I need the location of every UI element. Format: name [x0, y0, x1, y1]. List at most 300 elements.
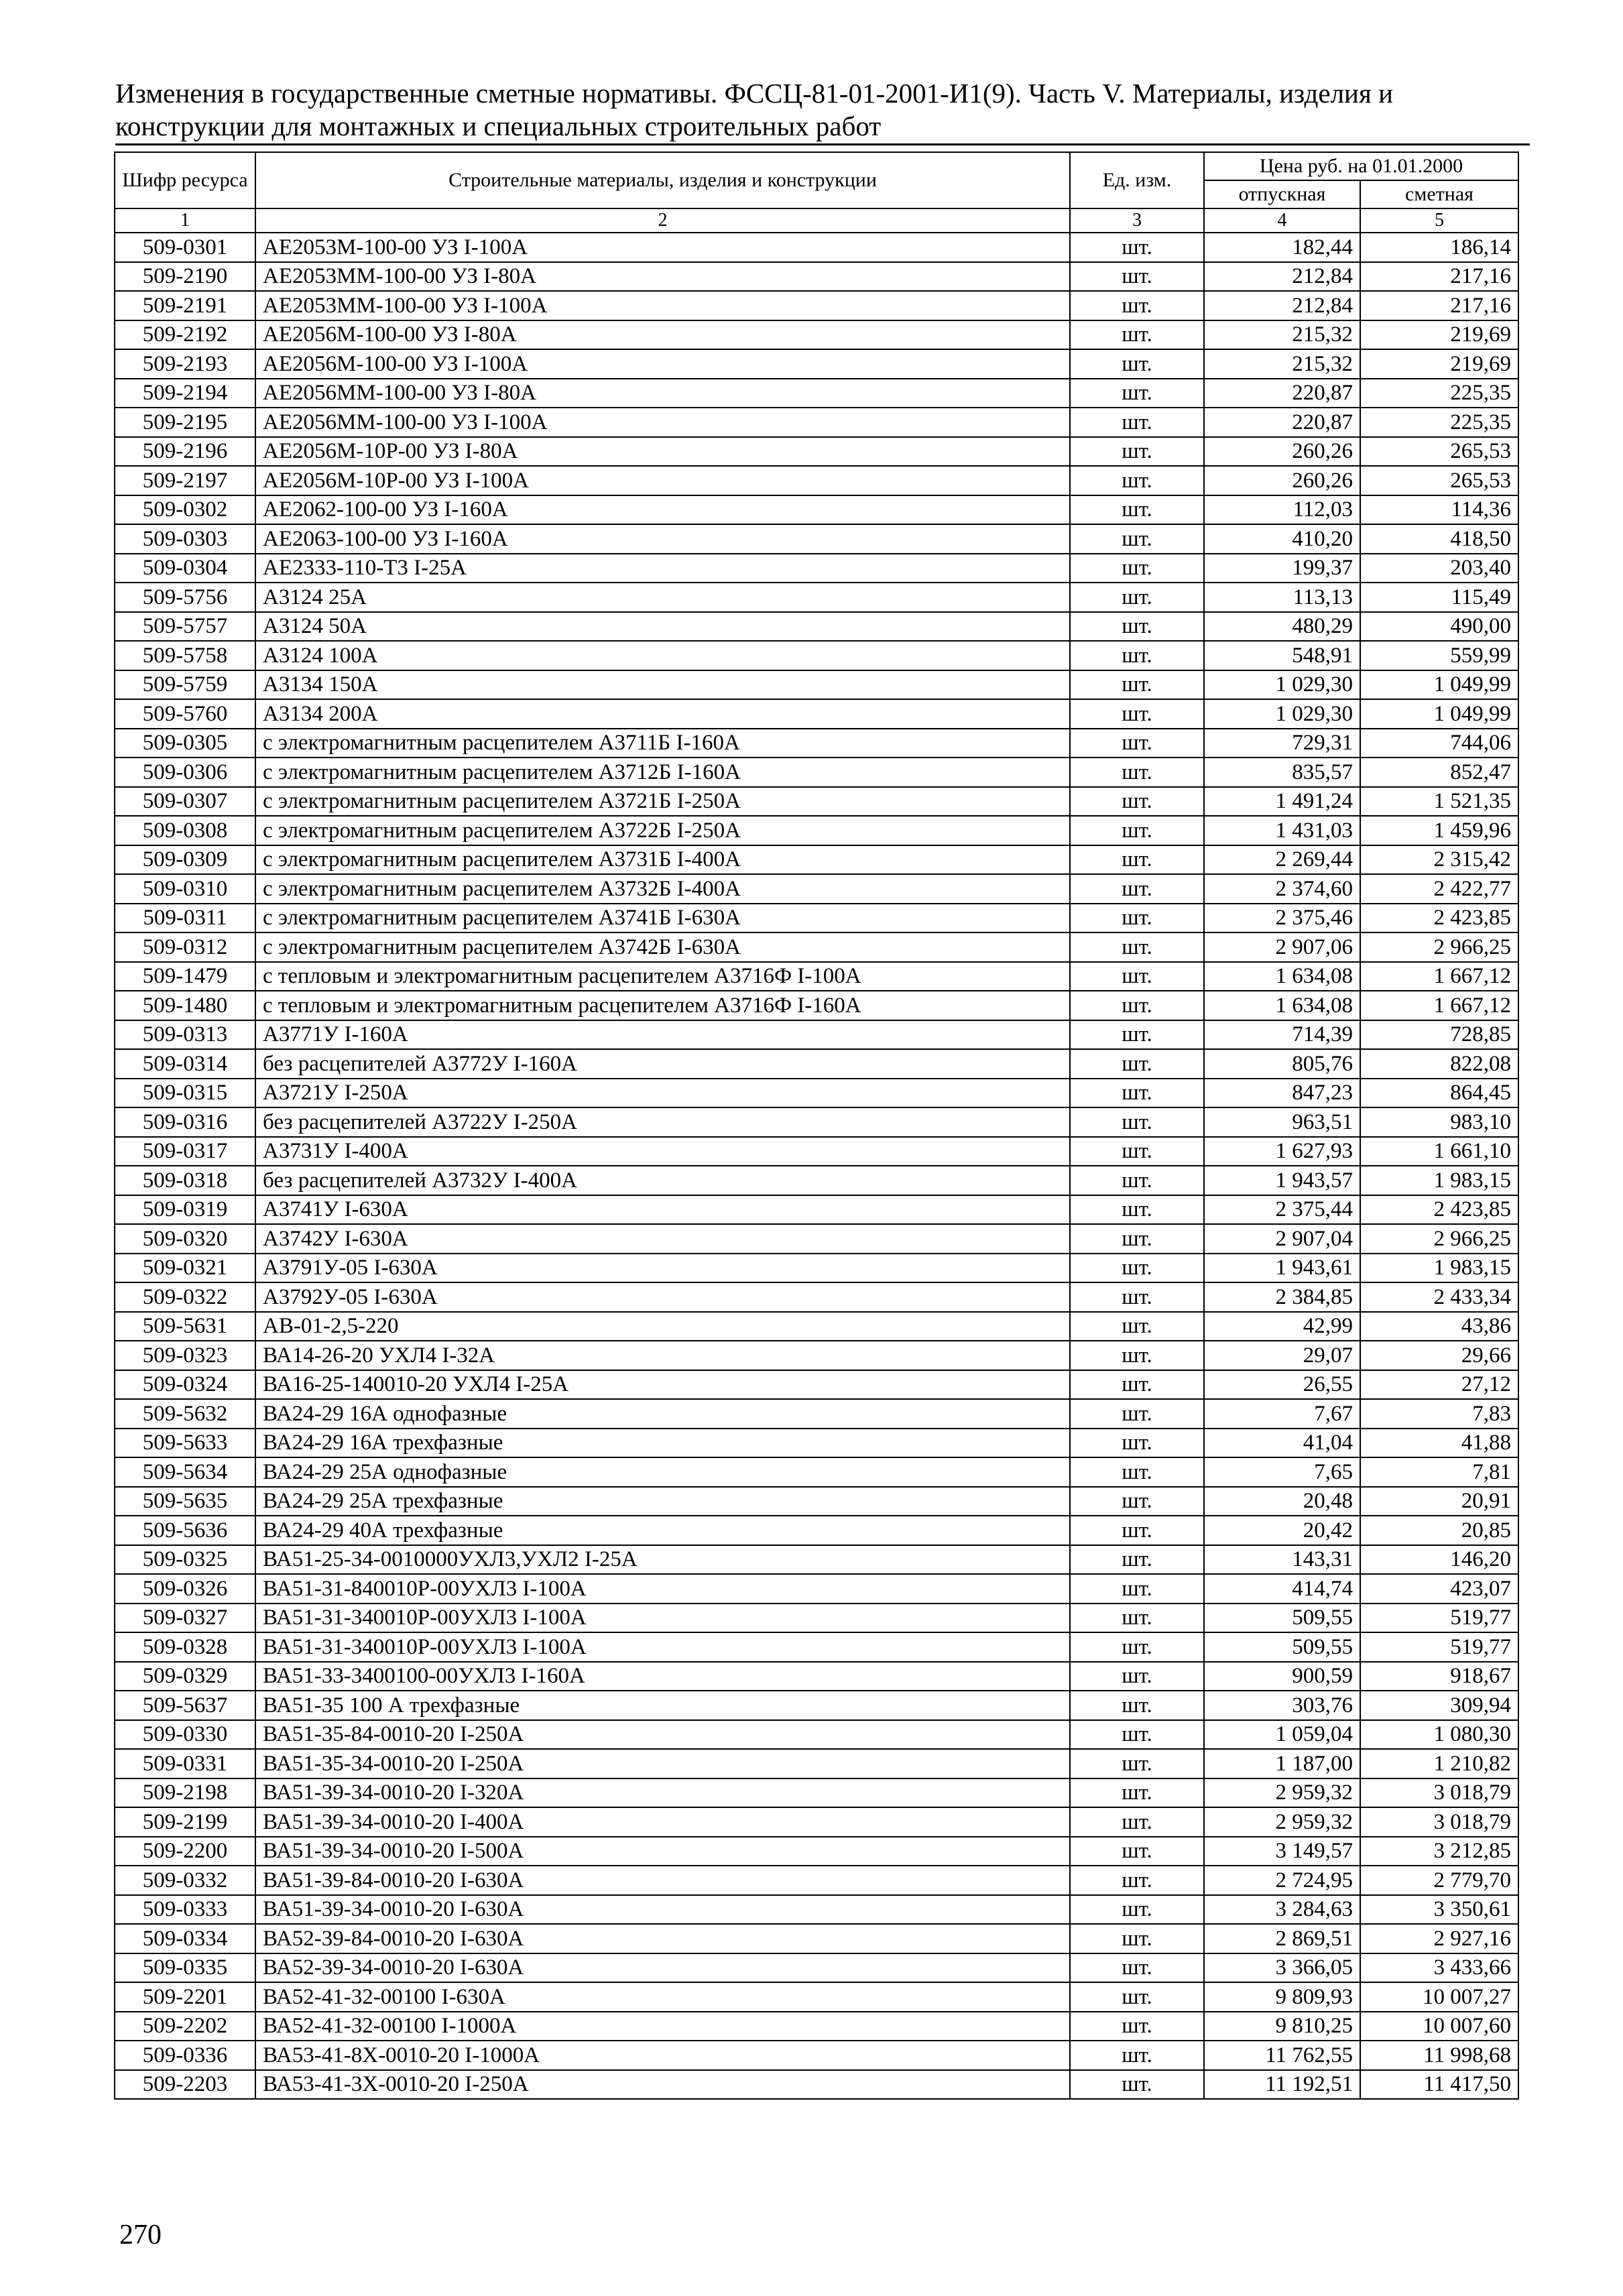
resource-code-cell: 509-0328 [115, 1632, 255, 1662]
release-price-cell: 805,76 [1204, 1049, 1360, 1079]
table-row [115, 1516, 1518, 1545]
unit-cell: шт. [1070, 1545, 1204, 1575]
resource-code-cell: 509-0317 [115, 1137, 255, 1166]
release-price-cell: 11 192,51 [1204, 2070, 1360, 2100]
resource-code-cell: 509-0315 [115, 1079, 255, 1108]
resource-code-cell: 509-0330 [115, 1720, 255, 1750]
resource-name-cell: с тепловым и электромагнитным расцепителем А3716Ф I-160А [255, 991, 1070, 1020]
estimate-price-cell: 1 983,15 [1360, 1254, 1518, 1283]
table-row [115, 1749, 1518, 1778]
release-price-cell: 29,07 [1204, 1341, 1360, 1370]
estimate-price-cell: 20,91 [1360, 1487, 1518, 1516]
resource-name-cell: ВА52-41-32-00100 I-1000А [255, 2012, 1070, 2041]
resource-code-cell: 509-0309 [115, 845, 255, 875]
resource-name-cell: ВА52-39-84-0010-20 I-630А [255, 1924, 1070, 1953]
release-price-cell: 548,91 [1204, 641, 1360, 670]
resource-code-cell: 509-5631 [115, 1312, 255, 1341]
unit-cell: шт. [1070, 495, 1204, 525]
resource-name-cell: с электромагнитным расцепителем А3741Б I-630А [255, 904, 1070, 933]
resource-code-cell: 509-0311 [115, 904, 255, 933]
estimate-price-cell: 146,20 [1360, 1545, 1518, 1575]
table-row [115, 1137, 1518, 1166]
resource-code-cell: 509-5759 [115, 670, 255, 700]
resource-code-cell: 509-2196 [115, 437, 255, 467]
unit-cell: шт. [1070, 1778, 1204, 1808]
release-price-cell: 414,74 [1204, 1574, 1360, 1604]
table-row [115, 291, 1518, 320]
table-row [115, 1866, 1518, 1895]
release-price-cell: 900,59 [1204, 1662, 1360, 1691]
resource-name-cell: АЕ2053ММ-100-00 УЗ I-100А [255, 291, 1070, 320]
unit-cell: шт. [1070, 349, 1204, 379]
estimate-price-cell: 3 018,79 [1360, 1807, 1518, 1837]
estimate-price-cell: 10 007,27 [1360, 1982, 1518, 2012]
estimate-price-cell: 1 210,82 [1360, 1749, 1518, 1778]
resource-name-cell: ВА51-33-3400100-00УХЛ3 I-160А [255, 1662, 1070, 1691]
resource-code-cell: 509-0314 [115, 1049, 255, 1079]
estimate-price-cell: 217,16 [1360, 262, 1518, 292]
resource-code-cell: 509-0332 [115, 1866, 255, 1895]
table-row [115, 845, 1518, 875]
estimate-price-cell: 983,10 [1360, 1107, 1518, 1137]
header-line-1: Изменения в государственные сметные нормативы. ФССЦ-81-01-2001-И1(9). Часть V. Материалы, изделия и [115, 78, 1394, 109]
estimate-price-cell: 43,86 [1360, 1312, 1518, 1341]
release-price-cell: 3 284,63 [1204, 1895, 1360, 1925]
resource-name-cell: ВА52-39-34-0010-20 I-630А [255, 1953, 1070, 1983]
table-row [115, 962, 1518, 991]
resource-name-cell: ВА53-41-3Х-0010-20 I-250А [255, 2070, 1070, 2100]
release-price-cell: 1 431,03 [1204, 816, 1360, 845]
resource-code-cell: 509-1479 [115, 962, 255, 991]
estimate-price-cell: 728,85 [1360, 1020, 1518, 1050]
resource-name-cell: А3124 25А [255, 583, 1070, 612]
table-row [115, 758, 1518, 787]
resource-code-cell: 509-2192 [115, 320, 255, 350]
release-price-cell: 3 366,05 [1204, 1953, 1360, 1983]
resource-name-cell: с электромагнитным расцепителем А3742Б I-630А [255, 932, 1070, 962]
unit-cell: шт. [1070, 1604, 1204, 1633]
table-row [115, 320, 1518, 350]
unit-cell: шт. [1070, 1982, 1204, 2012]
release-price-cell: 480,29 [1204, 612, 1360, 642]
resource-code-cell: 509-2194 [115, 379, 255, 408]
estimate-price-cell: 219,69 [1360, 320, 1518, 350]
resource-code-cell: 509-0320 [115, 1224, 255, 1254]
table-row [115, 1079, 1518, 1108]
resource-name-cell: АЕ2063-100-00 УЗ I-160А [255, 524, 1070, 554]
unit-cell: шт. [1070, 1399, 1204, 1429]
resource-name-cell: АЕ2056М-100-00 УЗ I-100А [255, 349, 1070, 379]
estimate-price-cell: 7,81 [1360, 1457, 1518, 1487]
unit-cell: шт. [1070, 1282, 1204, 1312]
resource-name-cell: ВА51-31-840010Р-00УХЛ3 I-100А [255, 1574, 1070, 1604]
estimate-price-cell: 2 966,25 [1360, 1224, 1518, 1254]
release-price-cell: 2 959,32 [1204, 1778, 1360, 1808]
table-row [115, 583, 1518, 612]
table-row [115, 1020, 1518, 1050]
resource-name-cell: с электромагнитным расцепителем А3711Б I-160А [255, 729, 1070, 758]
resource-name-cell: А3124 50А [255, 612, 1070, 642]
release-price-cell: 26,55 [1204, 1370, 1360, 1400]
resource-name-cell: А3731У I-400А [255, 1137, 1070, 1166]
resource-name-cell: АЕ2056ММ-100-00 УЗ I-100А [255, 408, 1070, 437]
estimate-price-cell: 7,83 [1360, 1399, 1518, 1429]
resource-name-cell: АВ-01-2,5-220 [255, 1312, 1070, 1341]
resource-code-cell: 509-5636 [115, 1516, 255, 1545]
release-price-cell: 215,32 [1204, 349, 1360, 379]
estimate-price-cell: 29,66 [1360, 1341, 1518, 1370]
estimate-price-cell: 27,12 [1360, 1370, 1518, 1400]
resource-name-cell: с электромагнитным расцепителем А3721Б I-250А [255, 787, 1070, 817]
unit-cell: шт. [1070, 1195, 1204, 1225]
estimate-price-cell: 1 521,35 [1360, 787, 1518, 817]
estimate-price-cell: 3 212,85 [1360, 1837, 1518, 1866]
table-row [115, 904, 1518, 933]
resource-price-table [114, 152, 1519, 2100]
release-price-cell: 1 943,57 [1204, 1166, 1360, 1195]
estimate-price-cell: 186,14 [1360, 233, 1518, 262]
resource-code-cell: 509-0322 [115, 1282, 255, 1312]
resource-name-cell: ВА24-29 40А трехфазные [255, 1516, 1070, 1545]
resource-name-cell: без расцепителей А3722У I-250А [255, 1107, 1070, 1137]
release-price-cell: 2 375,46 [1204, 904, 1360, 933]
unit-cell: шт. [1070, 1224, 1204, 1254]
table-row [115, 379, 1518, 408]
table-row [115, 408, 1518, 437]
unit-cell: шт. [1070, 262, 1204, 292]
release-price-cell: 20,48 [1204, 1487, 1360, 1516]
table-row [115, 699, 1518, 729]
table-row [115, 932, 1518, 962]
release-price-cell: 963,51 [1204, 1107, 1360, 1137]
resource-name-cell: ВА16-25-140010-20 УХЛ4 I-25А [255, 1370, 1070, 1400]
table-row [115, 1778, 1518, 1808]
unit-cell: шт. [1070, 874, 1204, 904]
unit-cell: шт. [1070, 729, 1204, 758]
unit-cell: шт. [1070, 466, 1204, 495]
table-row [115, 1720, 1518, 1750]
estimate-price-cell: 219,69 [1360, 349, 1518, 379]
resource-code-cell: 509-0308 [115, 816, 255, 845]
table-row [115, 524, 1518, 554]
resource-name-cell: ВА51-39-34-0010-20 I-320А [255, 1778, 1070, 1808]
resource-code-cell: 509-0323 [115, 1341, 255, 1370]
resource-name-cell: ВА24-29 25А трехфазные [255, 1487, 1070, 1516]
release-price-cell: 182,44 [1204, 233, 1360, 262]
release-price-cell: 212,84 [1204, 262, 1360, 292]
resource-code-cell: 509-0303 [115, 524, 255, 554]
estimate-price-cell: 3 018,79 [1360, 1778, 1518, 1808]
table-row [115, 1399, 1518, 1429]
resource-code-cell: 509-5635 [115, 1487, 255, 1516]
resource-code-cell: 509-0335 [115, 1953, 255, 1983]
unit-cell: шт. [1070, 320, 1204, 350]
unit-cell: шт. [1070, 1137, 1204, 1166]
release-price-cell: 220,87 [1204, 408, 1360, 437]
estimate-price-cell: 225,35 [1360, 379, 1518, 408]
estimate-price-cell: 2 423,85 [1360, 904, 1518, 933]
unit-cell: шт. [1070, 612, 1204, 642]
unit-cell: шт. [1070, 1574, 1204, 1604]
resource-name-cell: АЕ2056М-10Р-00 УЗ I-100А [255, 466, 1070, 495]
estimate-price-cell: 2 966,25 [1360, 932, 1518, 962]
resource-name-cell: без расцепителей А3732У I-400А [255, 1166, 1070, 1195]
header-rule [115, 143, 1530, 145]
table-row [115, 1195, 1518, 1225]
unit-cell: шт. [1070, 554, 1204, 583]
table-row [115, 1429, 1518, 1458]
release-price-cell: 729,31 [1204, 729, 1360, 758]
table-row [115, 1807, 1518, 1837]
resource-code-cell: 509-0336 [115, 2041, 255, 2070]
resource-code-cell: 509-0301 [115, 233, 255, 262]
resource-name-cell: без расцепителей А3772У I-160А [255, 1049, 1070, 1079]
resource-name-cell: ВА51-25-34-0010000УХЛ3,УХЛ2 I-25А [255, 1545, 1070, 1575]
estimate-price-cell: 225,35 [1360, 408, 1518, 437]
release-price-cell: 199,37 [1204, 554, 1360, 583]
release-price-cell: 9 809,93 [1204, 1982, 1360, 2012]
table-row [115, 816, 1518, 845]
table-row [115, 2070, 1518, 2100]
estimate-price-cell: 744,06 [1360, 729, 1518, 758]
resource-name-cell: ВА51-39-34-0010-20 I-630А [255, 1895, 1070, 1925]
col-header-code: Шифр ресурса [115, 152, 255, 208]
estimate-price-cell: 852,47 [1360, 758, 1518, 787]
table-row [115, 1924, 1518, 1953]
release-price-cell: 1 627,93 [1204, 1137, 1360, 1166]
resource-code-cell: 509-1480 [115, 991, 255, 1020]
estimate-price-cell: 2 779,70 [1360, 1866, 1518, 1895]
release-price-cell: 509,55 [1204, 1632, 1360, 1662]
unit-cell: шт. [1070, 1924, 1204, 1953]
release-price-cell: 220,87 [1204, 379, 1360, 408]
resource-code-cell: 509-0321 [115, 1254, 255, 1283]
resource-name-cell: А3742У I-630А [255, 1224, 1070, 1254]
table-row [115, 1282, 1518, 1312]
estimate-price-cell: 115,49 [1360, 583, 1518, 612]
resource-name-cell: АЕ2056М-100-00 УЗ I-80А [255, 320, 1070, 350]
table-row [115, 1604, 1518, 1633]
unit-cell: шт. [1070, 291, 1204, 320]
table-row [115, 495, 1518, 525]
table-row [115, 554, 1518, 583]
estimate-price-cell: 2 422,77 [1360, 874, 1518, 904]
estimate-price-cell: 490,00 [1360, 612, 1518, 642]
resource-name-cell: ВА51-39-34-0010-20 I-500А [255, 1837, 1070, 1866]
unit-cell: шт. [1070, 1020, 1204, 1050]
estimate-price-cell: 203,40 [1360, 554, 1518, 583]
resource-code-cell: 509-0329 [115, 1662, 255, 1691]
unit-cell: шт. [1070, 379, 1204, 408]
resource-code-cell: 509-0307 [115, 787, 255, 817]
table-row [115, 991, 1518, 1020]
estimate-price-cell: 1 667,12 [1360, 991, 1518, 1020]
resource-code-cell: 509-2202 [115, 2012, 255, 2041]
col-header-price: Цена руб. на 01.01.2000 [1204, 152, 1518, 180]
resource-code-cell: 509-2195 [115, 408, 255, 437]
table-row [115, 1982, 1518, 2012]
resource-code-cell: 509-2198 [115, 1778, 255, 1808]
release-price-cell: 41,04 [1204, 1429, 1360, 1458]
estimate-price-cell: 2 315,42 [1360, 845, 1518, 875]
table-row [115, 1487, 1518, 1516]
unit-cell: шт. [1070, 1662, 1204, 1691]
release-price-cell: 260,26 [1204, 466, 1360, 495]
unit-cell: шт. [1070, 1107, 1204, 1137]
release-price-cell: 113,13 [1204, 583, 1360, 612]
unit-cell: шт. [1070, 1429, 1204, 1458]
release-price-cell: 2 724,95 [1204, 1866, 1360, 1895]
resource-code-cell: 509-2199 [115, 1807, 255, 1837]
table-row [115, 670, 1518, 700]
release-price-cell: 7,67 [1204, 1399, 1360, 1429]
release-price-cell: 2 384,85 [1204, 1282, 1360, 1312]
resource-name-cell: ВА53-41-8Х-0010-20 I-1000А [255, 2041, 1070, 2070]
resource-name-cell: ВА51-39-84-0010-20 I-630А [255, 1866, 1070, 1895]
table-row [115, 1370, 1518, 1400]
release-price-cell: 1 187,00 [1204, 1749, 1360, 1778]
unit-cell: шт. [1070, 233, 1204, 262]
resource-name-cell: ВА51-39-34-0010-20 I-400А [255, 1807, 1070, 1837]
resource-code-cell: 509-0319 [115, 1195, 255, 1225]
unit-cell: шт. [1070, 670, 1204, 700]
table-row [115, 787, 1518, 817]
unit-cell: шт. [1070, 904, 1204, 933]
resource-code-cell: 509-2203 [115, 2070, 255, 2100]
estimate-price-cell: 2 423,85 [1360, 1195, 1518, 1225]
col-number: 3 [1070, 208, 1204, 233]
resource-code-cell: 509-0327 [115, 1604, 255, 1633]
estimate-price-cell: 114,36 [1360, 495, 1518, 525]
resource-name-cell: с тепловым и электромагнитным расцепителем А3716Ф I-100А [255, 962, 1070, 991]
unit-cell: шт. [1070, 2070, 1204, 2100]
estimate-price-cell: 2 927,16 [1360, 1924, 1518, 1953]
estimate-price-cell: 3 350,61 [1360, 1895, 1518, 1925]
resource-code-cell: 509-0302 [115, 495, 255, 525]
resource-name-cell: ВА14-26-20 УХЛ4 I-32А [255, 1341, 1070, 1370]
resource-code-cell: 509-0331 [115, 1749, 255, 1778]
unit-cell: шт. [1070, 1049, 1204, 1079]
resource-name-cell: с электромагнитным расцепителем А3732Б I-400А [255, 874, 1070, 904]
estimate-price-cell: 418,50 [1360, 524, 1518, 554]
table-row [115, 612, 1518, 642]
estimate-price-cell: 1 049,99 [1360, 670, 1518, 700]
estimate-price-cell: 11 998,68 [1360, 2041, 1518, 2070]
table-row [115, 1545, 1518, 1575]
estimate-price-cell: 265,53 [1360, 437, 1518, 467]
release-price-cell: 1 634,08 [1204, 991, 1360, 1020]
table-row [115, 1953, 1518, 1983]
table-row [115, 1895, 1518, 1925]
resource-name-cell: АЕ2053М-100-00 УЗ I-100А [255, 233, 1070, 262]
unit-cell: шт. [1070, 1516, 1204, 1545]
resource-code-cell: 509-5632 [115, 1399, 255, 1429]
unit-cell: шт. [1070, 816, 1204, 845]
unit-cell: шт. [1070, 1807, 1204, 1837]
unit-cell: шт. [1070, 524, 1204, 554]
release-price-cell: 509,55 [1204, 1604, 1360, 1633]
release-price-cell: 2 907,06 [1204, 932, 1360, 962]
table-body [115, 233, 1518, 2099]
estimate-price-cell: 822,08 [1360, 1049, 1518, 1079]
release-price-cell: 42,99 [1204, 1312, 1360, 1341]
col-header-estimate-price: сметная [1360, 180, 1518, 208]
estimate-price-cell: 20,85 [1360, 1516, 1518, 1545]
unit-cell: шт. [1070, 845, 1204, 875]
unit-cell: шт. [1070, 1953, 1204, 1983]
resource-code-cell: 509-5637 [115, 1691, 255, 1720]
unit-cell: шт. [1070, 699, 1204, 729]
release-price-cell: 847,23 [1204, 1079, 1360, 1108]
release-price-cell: 2 959,32 [1204, 1807, 1360, 1837]
estimate-price-cell: 1 661,10 [1360, 1137, 1518, 1166]
estimate-price-cell: 11 417,50 [1360, 2070, 1518, 2100]
resource-name-cell: АЕ2053ММ-100-00 УЗ I-80А [255, 262, 1070, 292]
release-price-cell: 1 491,24 [1204, 787, 1360, 817]
unit-cell: шт. [1070, 2012, 1204, 2041]
header-line-2: конструкции для монтажных и специальных строительных работ [115, 111, 882, 141]
resource-name-cell: А3771У I-160А [255, 1020, 1070, 1050]
resource-code-cell: 509-2191 [115, 291, 255, 320]
table-row [115, 874, 1518, 904]
table-row [115, 1837, 1518, 1866]
resource-code-cell: 509-0324 [115, 1370, 255, 1400]
unit-cell: шт. [1070, 1487, 1204, 1516]
resource-name-cell: с электромагнитным расцепителем А3722Б I-250А [255, 816, 1070, 845]
table-row [115, 437, 1518, 467]
resource-name-cell: ВА51-35-34-0010-20 I-250А [255, 1749, 1070, 1778]
estimate-price-cell: 3 433,66 [1360, 1953, 1518, 1983]
resource-code-cell: 509-0305 [115, 729, 255, 758]
resource-code-cell: 509-0333 [115, 1895, 255, 1925]
resource-name-cell: ВА24-29 16А однофазные [255, 1399, 1070, 1429]
unit-cell: шт. [1070, 1837, 1204, 1866]
table-row [115, 349, 1518, 379]
unit-cell: шт. [1070, 1866, 1204, 1895]
table-row [115, 1341, 1518, 1370]
table-row [115, 1312, 1518, 1341]
unit-cell: шт. [1070, 1720, 1204, 1750]
release-price-cell: 1 943,61 [1204, 1254, 1360, 1283]
resource-name-cell: А3791У-05 I-630А [255, 1254, 1070, 1283]
release-price-cell: 303,76 [1204, 1691, 1360, 1720]
release-price-cell: 20,42 [1204, 1516, 1360, 1545]
estimate-price-cell: 864,45 [1360, 1079, 1518, 1108]
resource-code-cell: 509-2193 [115, 349, 255, 379]
resource-name-cell: ВА24-29 16А трехфазные [255, 1429, 1070, 1458]
resource-name-cell: ВА24-29 25А однофазные [255, 1457, 1070, 1487]
resource-code-cell: 509-5634 [115, 1457, 255, 1487]
estimate-price-cell: 559,99 [1360, 641, 1518, 670]
estimate-price-cell: 10 007,60 [1360, 2012, 1518, 2041]
col-header-name: Строительные материалы, изделия и конструкции [255, 152, 1070, 208]
unit-cell: шт. [1070, 1895, 1204, 1925]
resource-name-cell: А3134 200А [255, 699, 1070, 729]
unit-cell: шт. [1070, 2041, 1204, 2070]
unit-cell: шт. [1070, 641, 1204, 670]
release-price-cell: 112,03 [1204, 495, 1360, 525]
estimate-price-cell: 2 433,34 [1360, 1282, 1518, 1312]
estimate-price-cell: 265,53 [1360, 466, 1518, 495]
unit-cell: шт. [1070, 408, 1204, 437]
unit-cell: шт. [1070, 1254, 1204, 1283]
release-price-cell: 1 029,30 [1204, 670, 1360, 700]
resource-code-cell: 509-5756 [115, 583, 255, 612]
table-row [115, 1632, 1518, 1662]
table-row [115, 1107, 1518, 1137]
resource-table-wrapper [114, 152, 1518, 2100]
release-price-cell: 410,20 [1204, 524, 1360, 554]
